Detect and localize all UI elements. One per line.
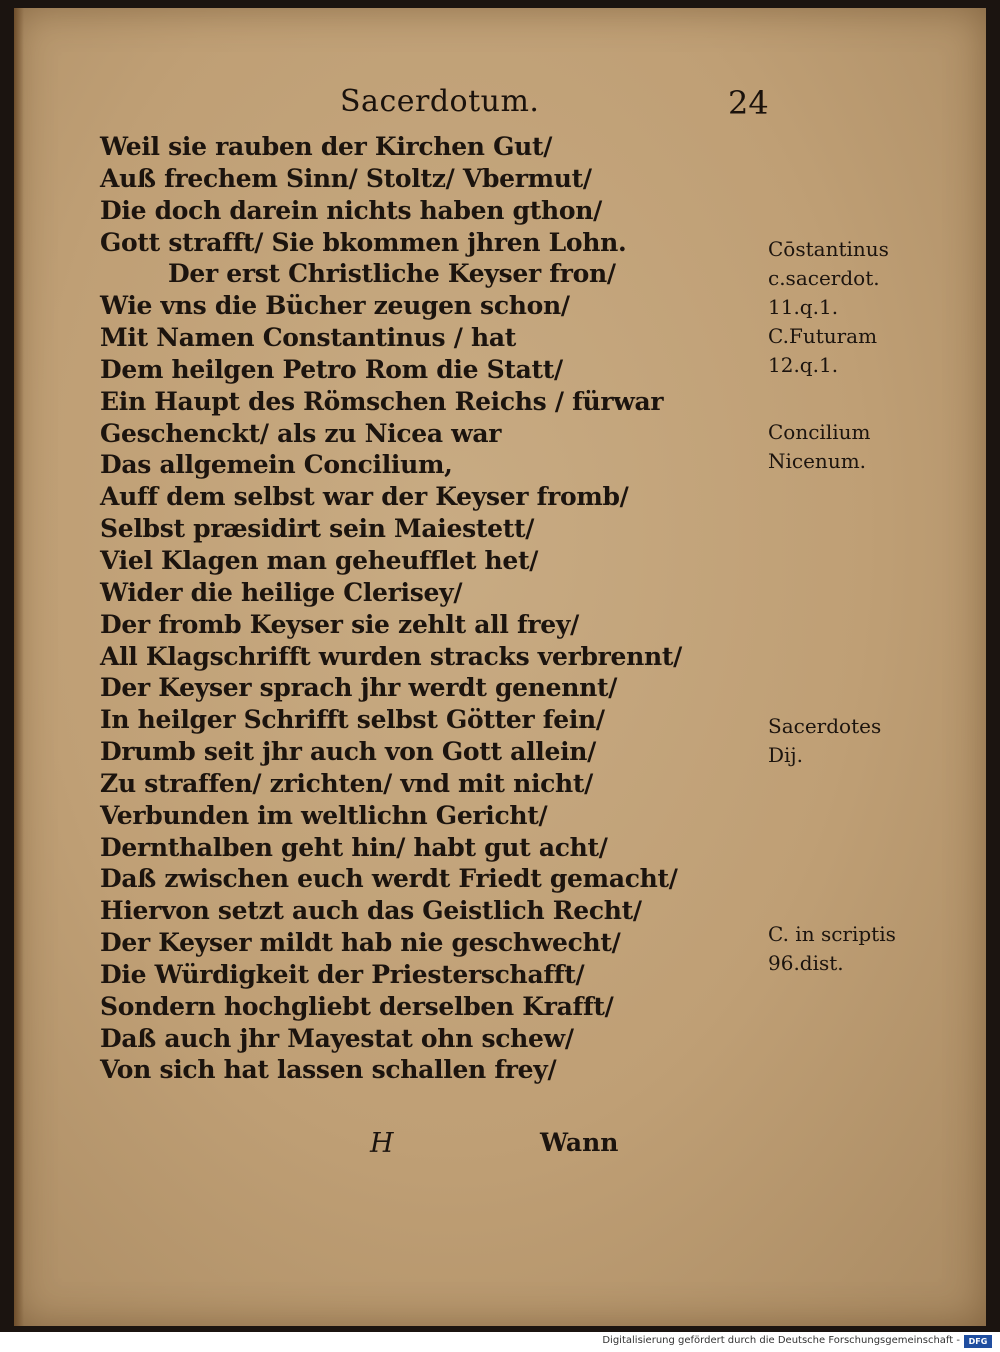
verse-line: Die doch darein nichts haben gthon/	[100, 195, 602, 225]
margin-note-line: C. in scriptis	[768, 922, 896, 946]
verse-line: Das allgemein Concilium,	[100, 450, 453, 480]
dfg-logo-icon: DFG	[964, 1335, 992, 1348]
margin-note-nicaea	[768, 418, 870, 476]
verse-line: Zu straffen/ zrichten/ vnd mit nicht/	[100, 768, 594, 798]
margin-note-line: 96.dist.	[768, 951, 844, 975]
margin-note-line: Nicenum.	[768, 449, 867, 473]
verse-line: Daß zwischen euch werdt Friedt gemacht/	[100, 864, 678, 894]
running-header: Sacerdotum.	[340, 84, 540, 119]
verse-line: Selbst præsidirt sein Maiestett/	[100, 514, 535, 544]
verse-line: Sondern hochgliebt derselben Krafft/	[100, 991, 614, 1021]
margin-note-sacerdotes	[768, 712, 881, 770]
verse-line: Auff dem selbst war der Keyser fromb/	[100, 482, 629, 512]
verse-line: Der erst Christliche Keyser fron/	[168, 259, 616, 289]
page-binding-edge	[14, 8, 24, 1326]
digitization-credit: Digitalisierung gefördert durch die Deutsche Forschungsgemeinschaft -	[602, 1335, 960, 1346]
verse-line: Geschenckt/ als zu Nicea war	[100, 418, 502, 448]
signature-mark: H	[370, 1128, 394, 1159]
verse-line: In heilger Schrifft selbst Götter fein/	[100, 705, 605, 735]
verse-line: Drumb seit jhr auch von Gott allein/	[100, 737, 596, 767]
verse-text-block	[100, 131, 682, 1086]
margin-note-line: Cōstantinus	[768, 237, 889, 261]
verse-line: Von sich hat lassen schallen frey/	[100, 1055, 557, 1085]
verse-line: Der Keyser sprach jhr werdt genennt/	[100, 673, 618, 703]
margin-note-constantinus	[768, 235, 889, 380]
catchword: Wann	[540, 1128, 619, 1157]
verse-line: Ein Haupt des Römschen Reichs / fürwar	[100, 386, 664, 416]
verse-line: Dernthalben geht hin/ habt gut acht/	[100, 832, 608, 862]
verse-line: Auß frechem Sinn/ Stoltz/ Vbermut/	[100, 163, 592, 193]
verse-line: Wider die heilige Clerisey/	[100, 577, 463, 607]
verse-line: Daß auch jhr Mayestat ohn schew/	[100, 1023, 574, 1053]
page-number: 24	[728, 84, 769, 122]
verse-line: Hiervon setzt auch das Geistlich Recht/	[100, 896, 642, 926]
verse-line: Der fromb Keyser sie zehlt all frey/	[100, 609, 579, 639]
verse-line: All Klagschrifft wurden stracks verbrennt/	[100, 641, 682, 671]
verse-line: Wie vns die Bücher zeugen schon/	[100, 291, 570, 321]
margin-note-in-scriptis	[768, 920, 896, 978]
margin-note-line: c.sacerdot.	[768, 266, 880, 290]
margin-note-line: C.Futuram	[768, 324, 878, 348]
verse-line: Gott strafft/ Sie bkommen jhren Lohn.	[100, 227, 627, 257]
verse-line: Mit Namen Constantinus / hat	[100, 323, 516, 353]
verse-line: Verbunden im weltlichn Gericht/	[100, 800, 548, 830]
verse-line: Weil sie rauben der Kirchen Gut/	[100, 132, 553, 161]
verse-line: Der Keyser mildt hab nie geschwecht/	[100, 928, 621, 958]
margin-note-line: Sacerdotes	[768, 714, 882, 738]
verse-line: Dem heilgen Petro Rom die Statt/	[100, 354, 563, 384]
margin-note-line: Dij.	[768, 743, 803, 767]
margin-note-line: Concilium	[768, 420, 871, 444]
margin-note-line: 12.q.1.	[768, 353, 839, 377]
verse-line: Die Würdigkeit der Priesterschafft/	[100, 959, 585, 989]
margin-note-line: 11.q.1.	[768, 295, 839, 319]
verse-line: Viel Klagen man geheufflet het/	[100, 545, 539, 575]
